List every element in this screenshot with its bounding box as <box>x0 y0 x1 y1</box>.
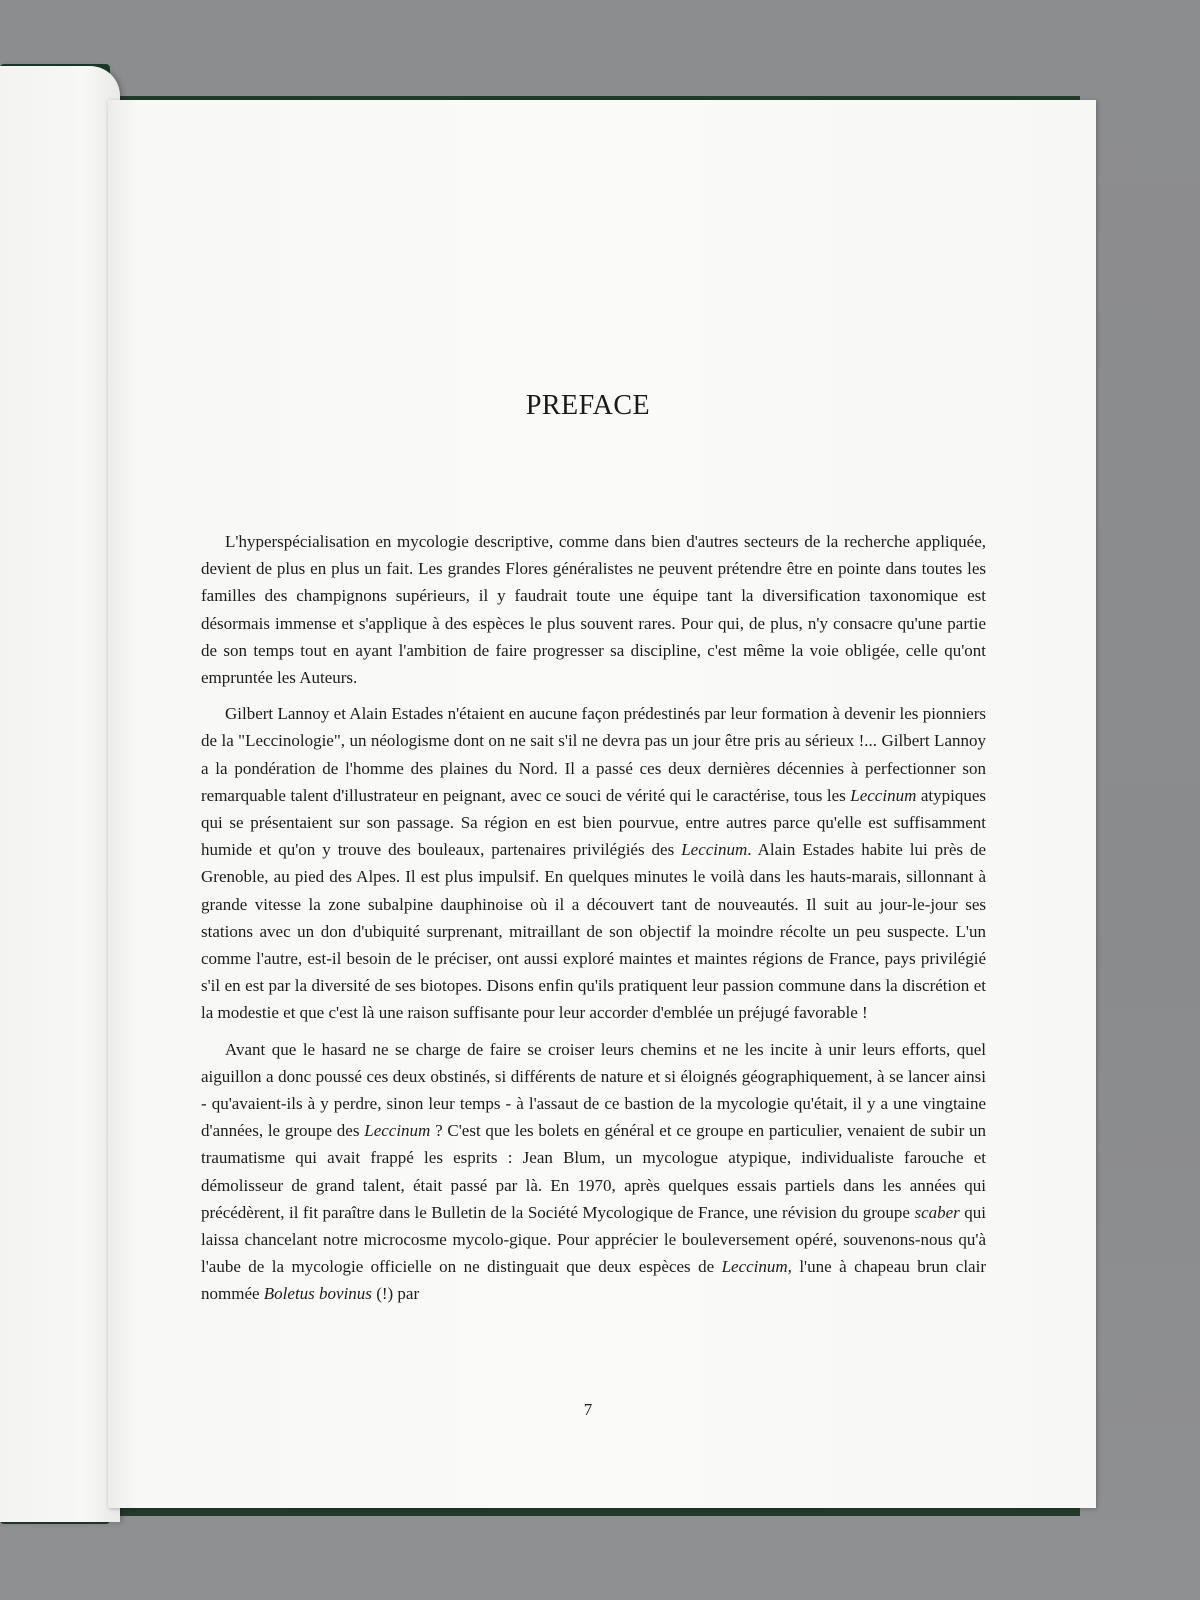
preface-body <box>201 528 986 1317</box>
left-page <box>0 66 120 1522</box>
text-run: L'hyperspécialisation en mycologie descriptive, comme dans bien d'autres secteurs de la recherche appliquée, devient de plus en plus un fait. Les grandes Flores généralistes ne peuvent prétendre être en pointe dans toutes les familles des champignons supérieurs, il y faudrait toute une équipe tant la diversification taxonomique est désormais immense et s'applique à des espèces le plus souvent rares. Pour qui, de plus, n'y consacre qu'une partie de son temps tout en ayant l'ambition de faire progresser sa discipline, c'est même la voie obligée, celle qu'ont empruntée les Auteurs. <box>201 532 986 688</box>
italic-term: scaber <box>914 1202 960 1222</box>
italic-term: Leccinum <box>850 785 917 805</box>
text-run: atypiques qui se présentaient sur son passage. Sa région en est bien pourvue, entre autres parce qu'elle est suffisamment humide et qu'on y trouve des bouleaux, partenaires privilégiés des <box>201 785 986 860</box>
text-run: Avant que le hasard ne se charge de faire se croiser leurs chemins et ne les incite à unir leurs efforts, quel aiguillon a donc poussé ces deux obstinés, si différents de nature et si éloignés géographiquement, à se lancer ainsi - qu'avaient-ils à y perdre, sinon leur temps - à l'assaut de ce bastion de la mycologie qu'était, il y a une vingtaine d'années, le groupe des <box>201 1039 986 1141</box>
italic-term: Leccinum <box>364 1121 431 1141</box>
page-number: 7 <box>583 1400 593 1419</box>
text-run: . Alain Estades habite lui près de Grenoble, au pied des Alpes. Il est plus impulsif. En quelques minutes le voilà dans les hauts-marais, sillonnant à grande vitesse la zone subalpine dauphinoise où il a découvert tant de nouveautés. Il suit au jour-le-jour ses stations avec un don d'ubiquité surprenant, mitraillant de son objectif la moindre récolte un peu suspecte. L'un comme l'autre, est-il besoin de le préciser, ont aussi exploré maintes et maintes régions de France, pays privilégié s'il en est par la diversité de ses biotopes. Disons enfin qu'ils pratiquent leur passion commune dans la discrétion et la modestie et que c'est là une raison suffisante pour leur accorder d'emblée un préjugé favorable ! <box>201 840 986 1023</box>
italic-term: Leccinum <box>721 1257 788 1277</box>
paragraph <box>201 700 986 1026</box>
paragraph <box>201 528 986 691</box>
text-run: (!) par <box>371 1284 420 1304</box>
text-run: , l'une à chapeau brun clair nommée <box>201 1257 986 1304</box>
text-run: Gilbert Lannoy et Alain Estades n'étaient en aucune façon prédestinés par leur formation à devenir les pionniers de la "Leccinologie", un néologisme dont on ne sait s'il ne devra pas un jour être pris au sérieux !... Gilbert Lannoy a la pondération de l'homme des plaines du Nord. Il a passé ces deux dernières décennies à perfectionner son remarquable talent d'illustrateur en peignant, avec ce souci de vérité qui le caractérise, tous les <box>201 704 986 805</box>
paragraph <box>201 1036 986 1308</box>
right-page <box>108 100 1096 1508</box>
text-run: qui laissa chancelant notre microcosme mycolo-gique. Pour apprécier le bouleversement opéré, souvenons-nous qu'à l'aube de la mycologie officielle on ne distinguait que deux espèces de <box>201 1202 986 1277</box>
italic-term: Leccinum <box>681 840 748 860</box>
text-run: ? C'est que les bolets en général et ce groupe en particulier, venaient de subir un traumatisme qui avait frappé les esprits : Jean Blum, un mycologue atypique, individualiste farouche et démolisseur de grand talent, était passé par là. En 1970, après quelques essais partiels dans les années qui précédèrent, il fit paraître dans le Bulletin de la Société Mycologique de France, une révision du groupe <box>201 1121 986 1222</box>
italic-term: Boletus bovinus <box>263 1284 372 1304</box>
page-title: PREFACE <box>525 390 651 421</box>
